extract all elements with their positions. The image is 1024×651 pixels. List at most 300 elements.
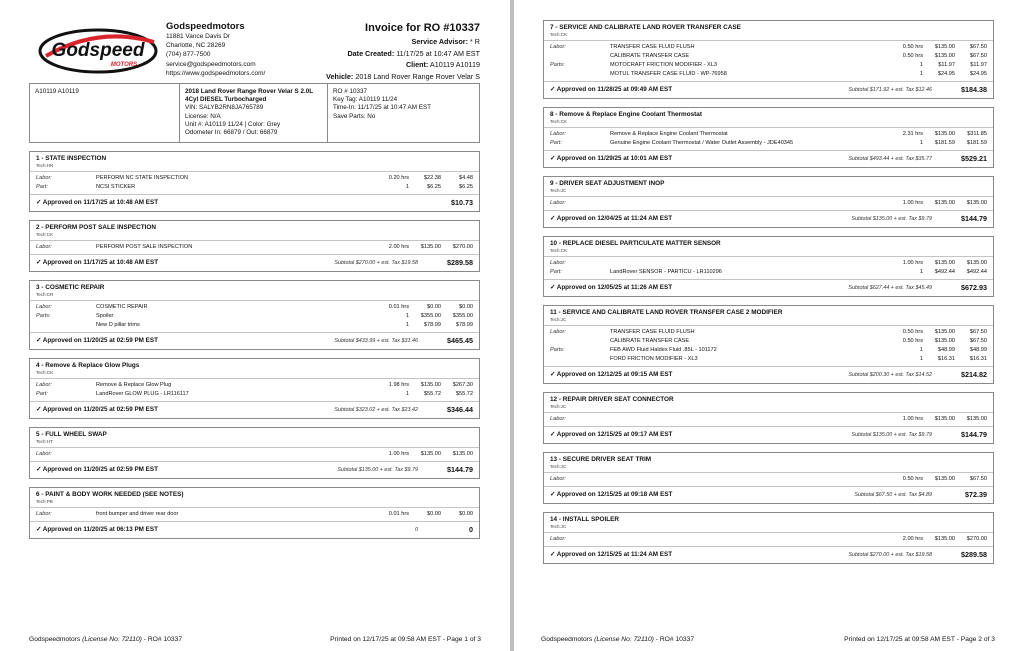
line-description	[610, 259, 881, 268]
line-quantity: 1	[919, 269, 923, 275]
job-lines	[544, 41, 993, 82]
shop-website[interactable]: https://www.godspeedmotors.com/	[166, 69, 266, 77]
line-amount: $135.00	[966, 200, 987, 206]
line-type: Labor:	[550, 200, 566, 206]
job-header	[544, 177, 993, 197]
job-lines	[30, 448, 479, 462]
line-quantity: 0.50 hrs	[902, 53, 923, 59]
job-lines	[30, 241, 479, 255]
shop-name: Godspeedmotors	[166, 21, 245, 32]
job-approval-row	[544, 151, 993, 167]
info-box	[29, 83, 480, 143]
line-description	[96, 450, 367, 459]
line-rate: $135.00	[420, 382, 441, 388]
job-total: $214.82	[961, 370, 987, 379]
line-quantity: 2.00 hrs	[902, 536, 923, 542]
approved-status: ✓ Approved on 11/20/25 at 02:59 PM EST	[36, 337, 158, 344]
line-item	[36, 183, 473, 192]
job-approval-row	[544, 82, 993, 98]
line-description: Spoiler	[96, 313, 114, 319]
job-title: 8 - Remove & Replace Engine Coolant Thermostat	[550, 111, 702, 118]
line-type	[550, 70, 610, 79]
line-amount: $135.00	[452, 451, 473, 457]
line-quantity: 1.00 hrs	[902, 416, 923, 422]
job-header	[544, 108, 993, 128]
job-card	[29, 220, 480, 272]
line-item	[550, 43, 987, 52]
line-rate: $135.00	[420, 451, 441, 457]
job-lines	[30, 508, 479, 522]
logo-text: Godspeed	[51, 40, 145, 61]
line-description: TRANSFER CASE FLUID FLUSH	[610, 329, 695, 335]
line-rate: $24.95	[937, 71, 955, 77]
line-quantity: 1.00 hrs	[902, 200, 923, 206]
job-title: 4 - Remove & Replace Glow Plugs	[36, 362, 140, 369]
line-quantity: 1.98 hrs	[388, 382, 409, 388]
line-item	[550, 139, 987, 148]
line-description: Genuine Engine Coolant Thermostat / Water Outlet Assembly - JDE40345	[610, 140, 794, 146]
job-subtotal: Subtotal $200.30 + est. Tax $14.52	[848, 372, 932, 378]
job-title: 9 - DRIVER SEAT ADJUSTMENT INOP	[550, 180, 665, 187]
line-description: LandRover SENSOR - PARTICU - LR110296	[610, 269, 722, 275]
line-rate: $135.00	[934, 476, 955, 482]
job-total: $672.93	[961, 283, 987, 292]
line-rate: $135.00	[934, 44, 955, 50]
line-rate: $355.00	[420, 313, 441, 319]
job-title: 3 - COSMETIC REPAIR	[36, 284, 105, 291]
line-description: CALIBRATE TRANSFER CASE	[610, 53, 690, 59]
job-tech: Tech:CK	[36, 370, 54, 375]
invoice-header	[326, 21, 480, 82]
job-tech: Tech:PB	[36, 499, 53, 504]
job-tech: Tech:HT	[36, 439, 53, 444]
job-total: $289.58	[447, 258, 473, 267]
job-card	[543, 305, 994, 384]
line-item	[36, 303, 473, 312]
job-tech: Tech:CR	[36, 292, 54, 297]
job-total: $184.38	[961, 85, 987, 94]
job-subtotal: Subtotal $270.00 + est. Tax $19.58	[848, 552, 932, 558]
line-item	[36, 390, 473, 399]
line-type: Parts:	[550, 62, 565, 68]
approved-status: ✓ Approved on 11/28/25 at 09:49 AM EST	[550, 86, 673, 93]
job-tech: Tech:JC	[550, 524, 567, 529]
job-title: 6 - PAINT & BODY WORK NEEDED (SEE NOTES)	[36, 491, 184, 498]
approved-status: ✓ Approved on 12/04/25 at 11:24 AM EST	[550, 215, 673, 222]
line-type: Labor:	[550, 260, 566, 266]
line-item	[550, 328, 987, 337]
job-lines	[544, 257, 993, 280]
job-lines	[544, 473, 993, 487]
job-tech: Tech:CK	[550, 119, 568, 124]
line-item	[36, 312, 473, 321]
line-type: Labor:	[550, 536, 566, 542]
line-quantity: 0.50 hrs	[902, 338, 923, 344]
line-item	[550, 475, 987, 484]
job-card	[543, 20, 994, 99]
line-description: PERFORM POST SALE INSPECTION	[96, 244, 193, 250]
line-item	[36, 174, 473, 183]
job-tech: Tech:JC	[550, 317, 567, 322]
client: Client: A10119 A10119	[405, 60, 480, 69]
line-type: Labor:	[36, 451, 52, 457]
job-lines	[544, 128, 993, 151]
line-quantity: 0.50 hrs	[902, 44, 923, 50]
job-subtotal: Subtotal $323.02 + est. Tax $23.42	[334, 407, 418, 413]
approved-status: ✓ Approved on 11/17/25 at 10:48 AM EST	[36, 199, 159, 206]
line-rate: $135.00	[934, 536, 955, 542]
customer-cell: A10119 A10119	[30, 84, 180, 142]
line-item	[36, 243, 473, 252]
approved-status: ✓ Approved on 12/12/25 at 09:15 AM EST	[550, 371, 673, 378]
job-tech: Tech:CK	[36, 232, 54, 237]
line-amount: $67.50	[969, 338, 987, 344]
job-subtotal: Subtotal $171.92 + est. Tax $12.46	[848, 87, 932, 93]
job-header	[30, 281, 479, 301]
shop-address2: Charlotte, NC 28269	[166, 42, 226, 50]
line-description	[610, 475, 881, 484]
vehicle: Vehicle: 2018 Land Rover Range Rover Velar S	[326, 71, 480, 81]
job-card	[543, 107, 994, 168]
line-item	[550, 61, 987, 70]
job-lines	[30, 379, 479, 402]
line-description: MOTOCRAFT FRICTION MODIFIER - XL3	[610, 62, 718, 68]
line-item	[550, 337, 987, 346]
line-amount: $67.50	[969, 53, 987, 59]
job-card	[29, 358, 480, 419]
job-subtotal: Subtotal $270.00 + est. Tax $19.58	[334, 260, 418, 266]
job-subtotal: Subtotal $493.44 + est. Tax $35.77	[848, 156, 932, 162]
footer-left: Godspeedmotors (License No: 72110) - RO# 10337	[29, 636, 183, 643]
service-advisor: Service Advisor: * R	[411, 37, 480, 46]
line-item	[550, 70, 987, 79]
job-total: 0	[469, 525, 473, 534]
line-quantity: 1	[919, 62, 923, 68]
line-quantity: 1.00 hrs	[902, 260, 923, 266]
line-quantity: 1	[405, 313, 409, 319]
line-amount: $181.59	[966, 140, 987, 146]
job-approval-row	[544, 547, 993, 563]
job-header	[30, 488, 479, 508]
job-tech: Tech:CK	[550, 248, 568, 253]
line-description: TRANSFER CASE FLUID FLUSH	[610, 44, 695, 50]
line-quantity: 2.31 hrs	[902, 131, 923, 137]
line-description: LandRover GLOW PLUG - LR116117	[96, 391, 189, 397]
job-subtotal: Subtotal $433.99 + est. Tax $31.46	[334, 338, 418, 344]
line-item	[550, 130, 987, 139]
line-quantity: 1.00 hrs	[388, 451, 409, 457]
line-item	[550, 535, 987, 544]
job-tech: Tech:HN	[36, 163, 54, 168]
line-type: Labor:	[550, 476, 566, 482]
line-type: Part:	[550, 269, 562, 275]
shop-email[interactable]: service@godspeedmotors.com	[166, 60, 256, 68]
job-approval-row	[544, 487, 993, 503]
line-rate: $135.00	[420, 244, 441, 250]
job-subtotal: Subtotal $67.50 + est. Tax $4.89	[854, 492, 932, 498]
line-rate: $135.00	[934, 53, 955, 59]
job-total: $465.45	[447, 336, 473, 345]
line-quantity: 2.00 hrs	[388, 244, 409, 250]
line-amount: $67.50	[969, 44, 987, 50]
approved-status: ✓ Approved on 11/20/25 at 06:13 PM EST	[36, 526, 158, 533]
footer-right: Printed on 12/17/25 at 09:58 AM EST - Page 1 of 3	[330, 636, 481, 643]
line-rate: $78.99	[423, 322, 441, 328]
line-quantity: 0.20 hrs	[388, 175, 409, 181]
job-title: 1 - STATE INSPECTION	[36, 155, 107, 162]
job-subtotal: 0	[415, 527, 418, 533]
approved-status: ✓ Approved on 11/29/25 at 10:01 AM EST	[550, 155, 673, 162]
line-quantity: 0.50 hrs	[902, 329, 923, 335]
job-title: 7 - SERVICE AND CALIBRATE LAND ROVER TRANSFER CASE	[550, 24, 741, 31]
job-list-page-2	[543, 20, 994, 572]
line-item	[550, 199, 987, 208]
job-title: 12 - REPAIR DRIVER SEAT CONNECTOR	[550, 396, 674, 403]
vehicle-cell: 2018 Land Rover Range Rover Velar S 2.0L 4Cyl DIESEL Turbocharged VIN: SALYB2RN8JA765789 License: N/A Unit #: A10119 11/24 | Color: Grey Odometer In: 66879 / Out: 66879	[180, 84, 328, 142]
line-item	[550, 259, 987, 268]
line-amount: $67.50	[969, 476, 987, 482]
approved-status: ✓ Approved on 12/15/25 at 09:18 AM EST	[550, 491, 673, 498]
line-quantity: 1	[919, 356, 923, 362]
job-card	[29, 487, 480, 539]
job-tech: Tech:JC	[550, 464, 567, 469]
line-type: Labor:	[550, 329, 566, 335]
line-description: CALIBRATE TRANSFER CASE	[610, 338, 690, 344]
line-rate: $48.99	[937, 347, 955, 353]
job-header	[30, 221, 479, 241]
approved-status: ✓ Approved on 12/15/25 at 09:17 AM EST	[550, 431, 673, 438]
line-description: FORD FRICTION MODIFIER - XL3	[610, 356, 698, 362]
job-header	[544, 237, 993, 257]
line-description	[610, 199, 881, 208]
job-approval-row	[30, 522, 479, 538]
job-approval-row	[544, 427, 993, 443]
job-subtotal: Subtotal $135.00 + est. Tax $9.79	[337, 467, 418, 473]
line-quantity: 1	[405, 322, 409, 328]
line-amount: $78.99	[455, 322, 473, 328]
line-rate: $0.00	[427, 304, 441, 310]
line-description: New D pillar trims	[96, 322, 140, 328]
job-approval-row	[30, 402, 479, 418]
job-header	[30, 152, 479, 172]
approved-status: ✓ Approved on 11/20/25 at 02:59 PM EST	[36, 466, 158, 473]
shop-address1: 11881 Vance Davis Dr	[166, 33, 231, 40]
job-card	[543, 452, 994, 504]
approved-status: ✓ Approved on 11/17/25 at 10:48 AM EST	[36, 259, 159, 266]
line-rate: $135.00	[934, 338, 955, 344]
approved-status: ✓ Approved on 11/20/25 at 02:59 PM EST	[36, 406, 158, 413]
line-type: Parts:	[36, 313, 51, 319]
job-lines	[544, 326, 993, 367]
line-description: MOTUL TRANSFER CASE FLUID - WP-76958	[610, 71, 727, 77]
job-card	[29, 151, 480, 212]
line-amount: $11.97	[970, 62, 987, 68]
footer-right-2: Printed on 12/17/25 at 09:58 AM EST - Page 2 of 3	[844, 636, 995, 643]
line-quantity: 0.50 hrs	[902, 476, 923, 482]
job-card	[543, 512, 994, 564]
line-rate: $6.25	[427, 184, 441, 190]
line-type: Labor:	[36, 304, 52, 310]
line-amount: $135.00	[966, 260, 987, 266]
line-type: Labor:	[36, 244, 52, 250]
line-item	[36, 321, 473, 330]
job-approval-row	[544, 280, 993, 296]
line-type: Parts:	[550, 347, 565, 353]
line-rate: $22.38	[423, 175, 441, 181]
job-card	[29, 280, 480, 350]
job-approval-row	[30, 195, 479, 211]
line-rate: $492.44	[934, 269, 955, 275]
job-total: $144.79	[961, 214, 987, 223]
line-type: Part:	[550, 140, 562, 146]
line-item	[550, 355, 987, 364]
job-header	[544, 393, 993, 413]
job-header	[544, 306, 993, 326]
job-total: $10.73	[451, 198, 473, 207]
line-rate: $135.00	[934, 131, 955, 137]
line-description	[610, 535, 881, 544]
line-type	[36, 321, 96, 330]
line-item	[36, 381, 473, 390]
line-amount: $355.00	[452, 313, 473, 319]
line-amount: $267.30	[452, 382, 473, 388]
job-approval-row	[544, 367, 993, 383]
job-list-page-1	[29, 151, 480, 547]
godspeed-logo	[38, 26, 158, 76]
invoice-title: Invoice for RO #10337	[365, 22, 480, 34]
job-subtotal: Subtotal $135.00 + est. Tax $9.79	[851, 432, 932, 438]
line-item	[550, 268, 987, 277]
job-total: $72.39	[965, 490, 987, 499]
job-total: $289.58	[961, 550, 987, 559]
line-type: Labor:	[550, 416, 566, 422]
line-rate: $11.97	[938, 62, 955, 68]
job-tech: Tech:JC	[550, 188, 567, 193]
line-quantity: 1	[405, 184, 409, 190]
line-type: Part:	[36, 391, 48, 397]
job-title: 13 - SECURE DRIVER SEAT TRIM	[550, 456, 652, 463]
line-amount: $270.00	[966, 536, 987, 542]
ro-cell: RO # 10337 Key Tag: A10119 11/24 Time-In: 11/17/25 at 10:47 AM EST Save Parts: No	[333, 88, 432, 120]
line-type: Labor:	[36, 175, 52, 181]
line-amount: $311.85	[967, 131, 987, 137]
line-type	[550, 52, 610, 61]
line-description: front bumper and driver rear door	[96, 511, 179, 517]
line-amount: $4.48	[459, 175, 473, 181]
line-type: Labor:	[550, 131, 566, 137]
job-approval-row	[544, 211, 993, 227]
line-rate: $16.31	[937, 356, 955, 362]
job-title: 14 - INSTALL SPOILER	[550, 516, 620, 523]
line-type: Labor:	[550, 44, 566, 50]
line-rate: $135.00	[934, 260, 955, 266]
line-amount: $24.95	[969, 71, 987, 77]
logo-subtext: MOTORS	[110, 62, 138, 68]
job-approval-row	[30, 333, 479, 349]
job-header	[544, 21, 993, 41]
job-total: $144.79	[447, 465, 473, 474]
job-card	[543, 392, 994, 444]
line-item	[36, 510, 473, 519]
line-rate: $181.59	[934, 140, 955, 146]
line-description: FEB AWD Fluid Haldex Fluid .85L - 101172	[610, 347, 717, 353]
line-amount: $270.00	[452, 244, 473, 250]
line-rate: $135.00	[934, 416, 955, 422]
line-description	[610, 415, 881, 424]
line-type: Labor:	[36, 382, 52, 388]
job-header	[544, 453, 993, 473]
job-card	[543, 176, 994, 228]
footer-left-2: Godspeedmotors (License No: 72110) - RO# 10337	[541, 636, 695, 643]
shop-info	[166, 21, 265, 78]
line-amount: $0.00	[459, 511, 473, 517]
job-total: $144.79	[961, 430, 987, 439]
line-description: NCSI STICKER	[96, 184, 136, 190]
line-item	[550, 346, 987, 355]
job-approval-row	[30, 255, 479, 271]
job-lines	[30, 172, 479, 195]
line-item	[36, 450, 473, 459]
invoice-page-2	[514, 0, 1024, 651]
line-item	[550, 52, 987, 61]
job-tech: Tech:CK	[550, 32, 568, 37]
job-lines	[30, 301, 479, 333]
line-rate: $135.00	[934, 200, 955, 206]
shop-phone[interactable]: (704) 877-7500	[166, 51, 211, 59]
job-title: 11 - SERVICE AND CALIBRATE LAND ROVER TRANSFER CASE 2 MODIFIER	[550, 309, 783, 316]
job-header	[544, 513, 993, 533]
invoice-page-1	[0, 0, 510, 651]
line-type	[550, 355, 610, 364]
job-card	[543, 236, 994, 297]
job-lines	[544, 197, 993, 211]
line-amount: $48.99	[969, 347, 987, 353]
line-amount: $16.31	[969, 356, 987, 362]
line-item	[550, 415, 987, 424]
line-amount: $0.00	[459, 304, 473, 310]
line-type	[550, 337, 610, 346]
line-rate: $55.72	[423, 391, 441, 397]
approved-status: ✓ Approved on 12/05/25 at 11:26 AM EST	[550, 284, 673, 291]
job-title: 5 - FULL WHEEL SWAP	[36, 431, 107, 438]
line-quantity: 0.01 hrs	[388, 304, 409, 310]
job-title: 10 - REPLACE DIESEL PARTICULATE MATTER SENSOR	[550, 240, 721, 247]
job-header	[30, 359, 479, 379]
job-tech: Tech:JC	[550, 404, 567, 409]
line-description: Remove & Replace Engine Coolant Thermostat	[610, 131, 728, 137]
line-type: Part:	[36, 184, 48, 190]
line-amount: $6.25	[459, 184, 473, 190]
line-amount: $67.50	[969, 329, 987, 335]
job-total: $529.21	[961, 154, 987, 163]
line-quantity: 0.01 hrs	[388, 511, 409, 517]
job-total: $346.44	[447, 405, 473, 414]
approved-status: ✓ Approved on 12/15/25 at 11:24 AM EST	[550, 551, 673, 558]
job-approval-row	[30, 462, 479, 478]
job-lines	[544, 533, 993, 547]
line-quantity: 1	[919, 347, 923, 353]
line-description: Remove & Replace Glow Plug	[96, 382, 172, 388]
line-amount: $135.00	[966, 416, 987, 422]
line-type: Labor:	[36, 511, 52, 517]
line-description: PERFORM NC STATE INSPECTION	[96, 175, 189, 181]
job-card	[29, 427, 480, 479]
line-quantity: 1	[405, 391, 409, 397]
line-amount: $55.72	[455, 391, 473, 397]
job-lines	[544, 413, 993, 427]
job-header	[30, 428, 479, 448]
line-rate: $135.00	[934, 329, 955, 335]
